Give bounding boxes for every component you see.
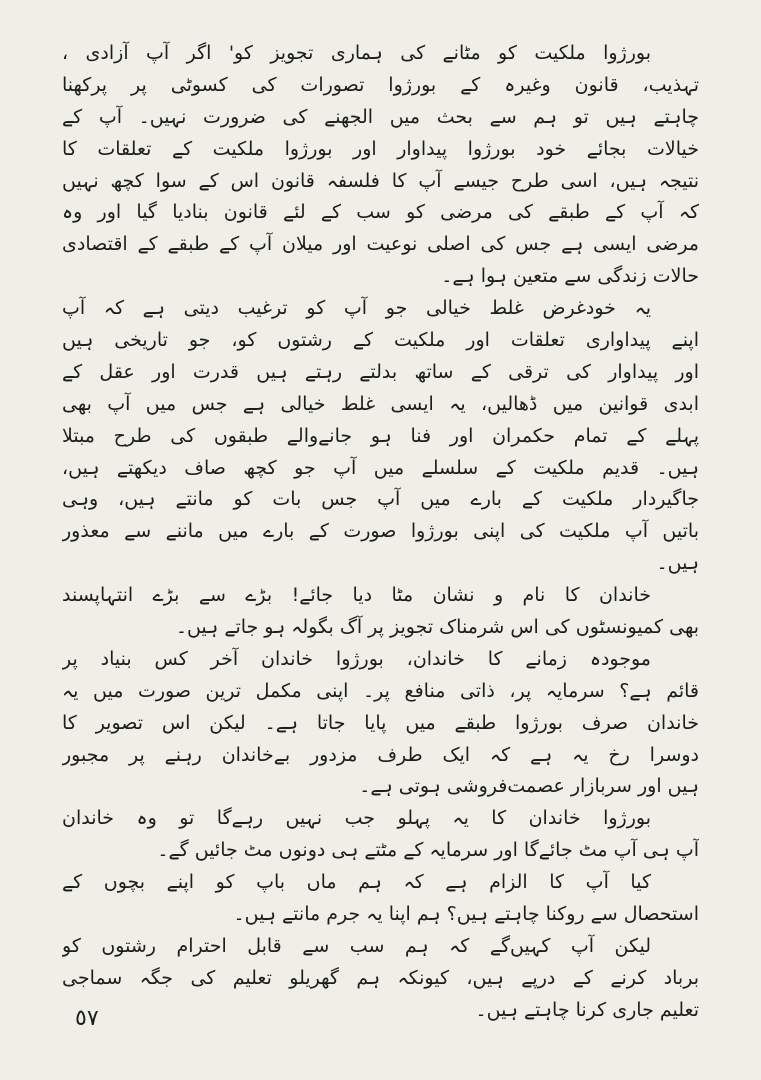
text-line: برباد کرنے کے درپے ہیں، کیونکہ ہم گھریلو تعلیم کی جگہ سماجی: [62, 966, 699, 989]
text-line: استحصال سے روکنا چاہتے ہیں؟ ہم اپنا یہ جرم مانتے ہیں۔: [233, 903, 699, 926]
text-line: آپ ہی آپ مٹ جائےگا اور سرمایہ کے مٹتے ہی دونوں مٹ جائیں گے۔: [157, 839, 699, 862]
text-line: کہ آپ کے طبقے کی مرضی کو سب کے لئے قانون بنادیا گیا اور وہ: [62, 201, 699, 224]
text-line: جاگیردار ملکیت کے بارے میں آپ جس بات کو مانتے ہیں، وہی: [62, 488, 699, 511]
text-line: لیکن آپ کہیں‌گے کہ ہم سب سے قابل احترام رشتوں کو: [62, 934, 651, 957]
text-line: ابدی قوانین میں ڈھالیں، یہ ایسی غلط خیالی ہے جس میں آپ بھی: [62, 392, 699, 415]
text-line: ہیں۔ قدیم ملکیت کے سلسلے میں آپ جو کچھ صاف دیکھتے ہیں،: [62, 456, 699, 479]
text-line: بورژوا ملکیت کو مٹانے کی ہماری تجویز کو' اگر آپ آزادی ،: [62, 42, 651, 64]
text-line: پہلے کے تمام حکمران اور فنا ہو جانےوالے طبقوں کی طرح مبتلا: [62, 424, 699, 447]
text-line: بھی کمیونسٹوں کی اس شرمناک تجویز پر آگ بگولہ ہو جاتے ہیں۔: [175, 616, 699, 639]
text-line: تہذیب، قانون وغیرہ کے بورژوا تصورات کی کسوٹی پر پرکھنا: [62, 73, 699, 96]
text-line: چاہتے ہیں تو ہم سے بحث میں الجھنے کی ضرورت نہیں۔ آپ کے: [62, 105, 699, 128]
page-number: ٥٧: [75, 1006, 99, 1031]
page-body-text: [62, 38, 699, 1027]
text-line: خاندان کا نام و نشان مٹا دیا جائے! بڑے سے بڑے انتہاپسند: [62, 584, 651, 607]
text-line: حالات زندگی سے متعین ہوا ہے۔: [441, 265, 699, 288]
text-line: موجودہ زمانے کا خاندان، بورژوا خاندان آخر کس بنیاد پر: [62, 647, 651, 670]
text-line: کیا آپ کا الزام ہے کہ ہم ماں باپ کو اپنے بچوں کے: [62, 871, 651, 894]
text-line: یہ خودغرض غلط خیالی جو آپ کو ترغیب دیتی ہے کہ آپ: [62, 297, 651, 320]
text-line: باتیں آپ ملکیت کی اپنی بورژوا صورت کے بارے میں ماننے سے معذور: [62, 520, 699, 543]
text-line: اور پیداوار کی ترقی کے ساتھ بدلتے رہتے ہیں قدرت اور عقل کے: [62, 360, 699, 383]
text-line: قائم ہے؟ سرمایہ پر، ذاتی منافع پر۔ اپنی مکمل ترین صورت میں یہ: [62, 679, 699, 702]
text-line: نتیجہ ہیں، اسی طرح جیسے آپ کا فلسفہ قانون اس کے سوا کچھ نہیں: [62, 169, 699, 192]
text-line: ہیں۔: [656, 552, 699, 575]
text-line: اپنے پیداواری تعلقات اور ملکیت کے رشتوں کو، جو تاریخی ہیں: [62, 329, 699, 352]
text-line: بورژوا خاندان کا یہ پہلو جب نہیں رہےگا تو وہ خاندان: [62, 807, 651, 830]
text-line: دوسرا رخ یہ ہے کہ ایک طرف مزدور بےخاندان رہنے پر مجبور: [62, 743, 699, 766]
text-line: خیالات بجائے خود بورژوا پیداوار اور بورژوا ملکیت کے تعلقات کا: [62, 137, 699, 160]
text-line: خاندان صرف بورژوا طبقے میں پایا جاتا ہے۔ لیکن اس تصویر کا: [62, 711, 699, 734]
text-line: مرضی ایسی ہے جس کی اصلی نوعیت اور میلان آپ کے طبقے کے اقتصادی: [62, 233, 699, 256]
text-line: ہیں اور سربازار عصمت‌فروشی ہوتی ہے۔: [359, 775, 699, 798]
text-line: تعلیم جاری کرنا چاہتے ہیں۔: [475, 998, 699, 1021]
